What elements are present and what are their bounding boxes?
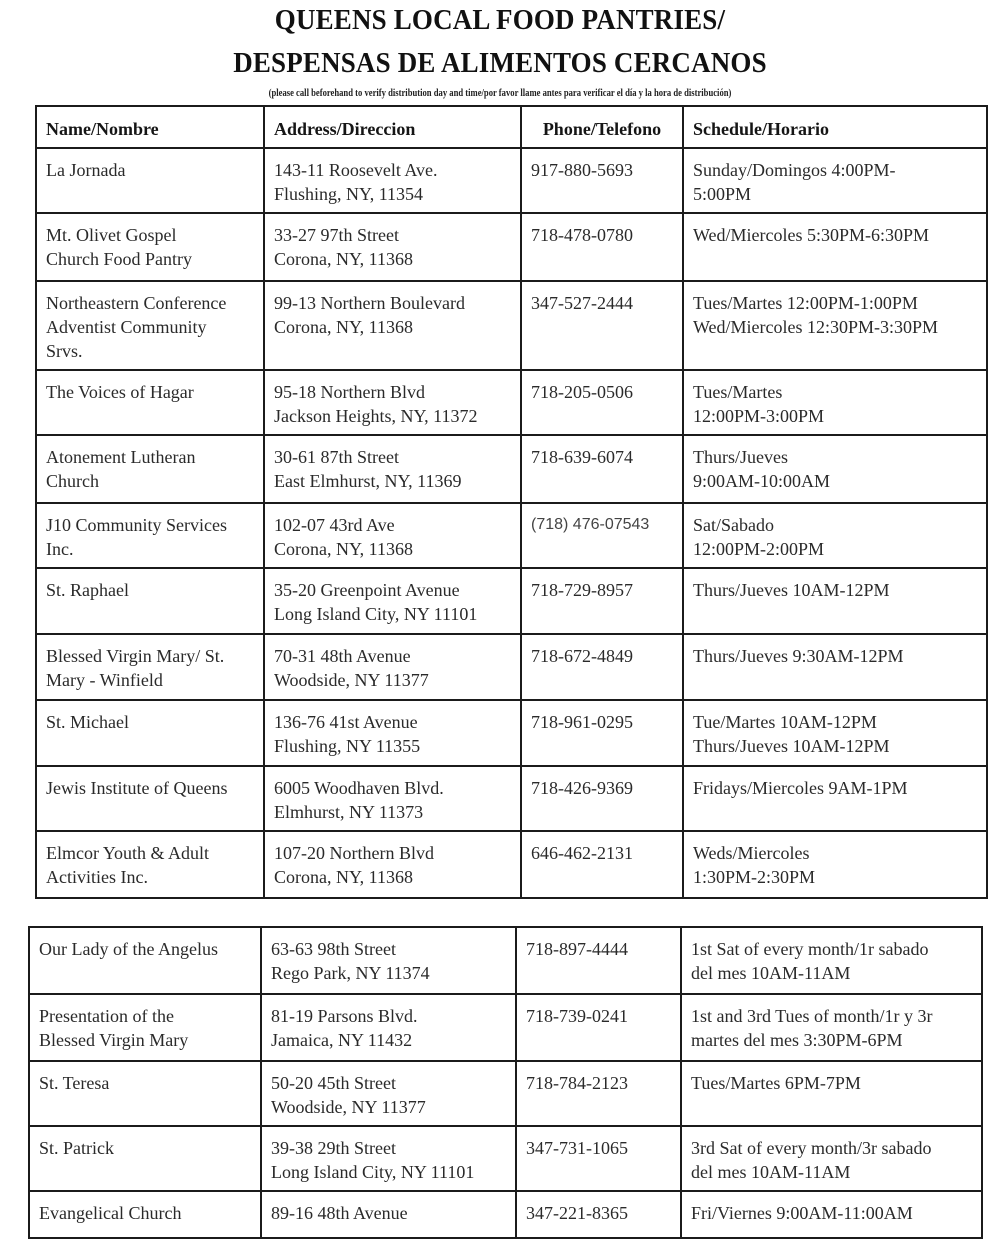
address-line: 30-61 87th Street xyxy=(274,447,399,467)
phone-cell xyxy=(516,1061,681,1126)
phone-cell xyxy=(516,994,681,1061)
table-row xyxy=(36,281,987,370)
address-line: Corona, NY, 11368 xyxy=(274,867,413,887)
phone-number: 718-426-9369 xyxy=(531,778,633,798)
schedule-cell xyxy=(681,1126,982,1191)
schedule-line: 12:00PM-2:00PM xyxy=(693,539,825,559)
table-row xyxy=(36,766,987,831)
phone-cell xyxy=(516,927,681,994)
address-line: 6005 Woodhaven Blvd. xyxy=(274,778,444,798)
address-cell xyxy=(261,1061,516,1126)
phone-cell xyxy=(516,1126,681,1191)
address-line: 81-19 Parsons Blvd. xyxy=(271,1006,418,1026)
pantry-name-cell xyxy=(36,213,264,281)
phone-number: 718-639-6074 xyxy=(531,447,633,467)
address-line: Corona, NY, 11368 xyxy=(274,539,413,559)
name-line: Srvs. xyxy=(46,341,83,361)
address-line: 70-31 48th Avenue xyxy=(274,646,411,666)
name-line: Activities Inc. xyxy=(46,867,148,887)
schedule-line: martes del mes 3:30PM-6PM xyxy=(691,1030,903,1050)
schedule-line: Wed/Miercoles 5:30PM-6:30PM xyxy=(693,225,930,245)
address-cell xyxy=(264,281,521,370)
address-line: Long Island City, NY 11101 xyxy=(271,1162,475,1182)
table-row xyxy=(29,1061,982,1126)
name-line: Blessed Virgin Mary/ St. xyxy=(46,646,225,666)
address-line: Long Island City, NY 11101 xyxy=(274,604,478,624)
address-line: Flushing, NY, 11354 xyxy=(274,184,424,204)
schedule-line: 12:00PM-3:00PM xyxy=(693,406,825,426)
schedule-line: Wed/Miercoles 12:30PM-3:30PM xyxy=(693,317,939,337)
address-line: 35-20 Greenpoint Avenue xyxy=(274,580,460,600)
address-cell xyxy=(264,831,521,898)
address-line: Woodside, NY 11377 xyxy=(274,670,429,690)
schedule-line: Tues/Martes xyxy=(693,382,783,402)
schedule-line: Tues/Martes 12:00PM-1:00PM xyxy=(693,293,918,313)
schedule-cell xyxy=(683,281,987,370)
pantry-name-cell xyxy=(36,568,264,634)
table-row xyxy=(36,831,987,898)
schedule-line: 1:30PM-2:30PM xyxy=(693,867,816,887)
phone-cell xyxy=(521,700,683,766)
pantry-name-cell xyxy=(36,503,264,568)
schedule-line: Sunday/Domingos 4:00PM- xyxy=(693,160,896,180)
phone-number: 347-731-1065 xyxy=(526,1138,628,1158)
header-name: Name/Nombre xyxy=(36,106,264,148)
table-row xyxy=(36,700,987,766)
phone-number: 347-527-2444 xyxy=(531,293,633,313)
phone-cell xyxy=(521,281,683,370)
schedule-line: Tues/Martes 6PM-7PM xyxy=(691,1073,861,1093)
address-line: 102-07 43rd Ave xyxy=(274,515,395,535)
schedule-line: Sat/Sabado xyxy=(693,515,774,535)
phone-cell xyxy=(521,435,683,503)
schedule-cell xyxy=(683,700,987,766)
address-line: 63-63 98th Street xyxy=(271,939,396,959)
phone-cell xyxy=(516,1191,681,1238)
phone-number: 646-462-2131 xyxy=(531,843,633,863)
schedule-line: del mes 10AM-11AM xyxy=(691,1162,851,1182)
phone-number: 718-205-0506 xyxy=(531,382,633,402)
phone-number: 718-739-0241 xyxy=(526,1006,628,1026)
schedule-line: Fridays/Miercoles 9AM-1PM xyxy=(693,778,908,798)
pantry-name-cell xyxy=(36,766,264,831)
table-row xyxy=(36,213,987,281)
address-line: Woodside, NY 11377 xyxy=(271,1097,426,1117)
address-cell xyxy=(264,568,521,634)
phone-number: 347-221-8365 xyxy=(526,1203,628,1223)
schedule-line: Thurs/Jueves xyxy=(693,447,788,467)
address-line: Jamaica, NY 11432 xyxy=(271,1030,413,1050)
name-line: The Voices of Hagar xyxy=(46,382,194,402)
header-schedule: Schedule/Horario xyxy=(683,106,987,148)
pantries-table-secondary xyxy=(28,926,983,1239)
schedule-cell xyxy=(683,568,987,634)
schedule-line: 1st Sat of every month/1r sabado xyxy=(691,939,929,959)
table-row xyxy=(36,148,987,213)
schedule-line: Fri/Viernes 9:00AM-11:00AM xyxy=(691,1203,913,1223)
schedule-line: Tue/Martes 10AM-12PM xyxy=(693,712,877,732)
phone-cell xyxy=(521,370,683,435)
name-line: Our Lady of the Angelus xyxy=(39,939,218,959)
phone-cell xyxy=(521,213,683,281)
phone-cell xyxy=(521,503,683,568)
schedule-line: Weds/Miercoles xyxy=(693,843,810,863)
schedule-cell xyxy=(683,503,987,568)
name-line: Evangelical Church xyxy=(39,1203,182,1223)
pantry-name-cell xyxy=(36,370,264,435)
address-cell xyxy=(264,700,521,766)
address-line: 95-18 Northern Blvd xyxy=(274,382,425,402)
phone-number: 718-729-8957 xyxy=(531,580,633,600)
phone-cell xyxy=(521,634,683,700)
table-row xyxy=(36,503,987,568)
address-line: Corona, NY, 11368 xyxy=(274,249,413,269)
phone-cell xyxy=(521,831,683,898)
schedule-cell xyxy=(683,148,987,213)
name-line: Northeastern Conference xyxy=(46,293,227,313)
schedule-cell xyxy=(683,766,987,831)
name-line: St. Patrick xyxy=(39,1138,114,1158)
schedule-cell xyxy=(683,831,987,898)
schedule-cell xyxy=(683,435,987,503)
document-title-line-2: DESPENSAS DE ALIMENTOS CERCANOS xyxy=(233,47,767,79)
schedule-cell xyxy=(681,1061,982,1126)
phone-number: 718-672-4849 xyxy=(531,646,633,666)
phone-number: 718-897-4444 xyxy=(526,939,628,959)
name-line: Blessed Virgin Mary xyxy=(39,1030,189,1050)
address-cell xyxy=(264,634,521,700)
address-line: 89-16 48th Avenue xyxy=(271,1203,408,1223)
address-line: Jackson Heights, NY, 11372 xyxy=(274,406,478,426)
schedule-cell xyxy=(681,994,982,1061)
table-row xyxy=(29,1126,982,1191)
schedule-line: Thurs/Jueves 9:30AM-12PM xyxy=(693,646,904,666)
address-cell xyxy=(264,503,521,568)
address-cell xyxy=(264,435,521,503)
address-line: 143-11 Roosevelt Ave. xyxy=(274,160,438,180)
call-ahead-note: (please call beforehand to verify distribution day and time/por favor llame antes para verificar el día y la hora de distribución) xyxy=(268,88,732,99)
address-cell xyxy=(261,994,516,1061)
schedule-cell xyxy=(683,634,987,700)
name-line: La Jornada xyxy=(46,160,126,180)
address-cell xyxy=(264,148,521,213)
name-line: St. Michael xyxy=(46,712,129,732)
pantry-name-cell xyxy=(36,148,264,213)
header-address: Address/Direccion xyxy=(264,106,521,148)
table-row xyxy=(29,994,982,1061)
schedule-line: 3rd Sat of every month/3r sabado xyxy=(691,1138,932,1158)
address-line: Rego Park, NY 11374 xyxy=(271,963,430,983)
pantry-name-cell xyxy=(29,1061,261,1126)
pantry-name-cell xyxy=(36,435,264,503)
pantry-name-cell xyxy=(36,634,264,700)
address-line: East Elmhurst, NY, 11369 xyxy=(274,471,462,491)
schedule-cell xyxy=(681,927,982,994)
name-line: Elmcor Youth & Adult xyxy=(46,843,210,863)
phone-number: 718-784-2123 xyxy=(526,1073,628,1093)
schedule-cell xyxy=(683,213,987,281)
schedule-cell xyxy=(683,370,987,435)
table-row xyxy=(36,634,987,700)
pantry-name-cell xyxy=(29,1126,261,1191)
table-row xyxy=(29,1191,982,1238)
address-line: Flushing, NY 11355 xyxy=(274,736,421,756)
name-line: Adventist Community xyxy=(46,317,207,337)
schedule-line: 9:00AM-10:00AM xyxy=(693,471,831,491)
phone-cell xyxy=(521,148,683,213)
address-line: 50-20 45th Street xyxy=(271,1073,396,1093)
address-line: Corona, NY, 11368 xyxy=(274,317,413,337)
address-cell xyxy=(264,766,521,831)
name-line: J10 Community Services xyxy=(46,515,227,535)
phone-number: 718-961-0295 xyxy=(531,712,633,732)
phone-number: 917-880-5693 xyxy=(531,160,633,180)
schedule-line: 1st and 3rd Tues of month/1r y 3r xyxy=(691,1006,933,1026)
name-line: Church xyxy=(46,471,99,491)
name-line: Mt. Olivet Gospel xyxy=(46,225,177,245)
name-line: Presentation of the xyxy=(39,1006,174,1026)
name-line: Mary - Winfield xyxy=(46,670,163,690)
pantry-name-cell xyxy=(36,281,264,370)
address-cell xyxy=(261,1126,516,1191)
phone-cell xyxy=(521,568,683,634)
name-line: Jewis Institute of Queens xyxy=(46,778,228,798)
address-line: 136-76 41st Avenue xyxy=(274,712,418,732)
schedule-line: Thurs/Jueves 10AM-12PM xyxy=(693,736,890,756)
schedule-line: Thurs/Jueves 10AM-12PM xyxy=(693,580,890,600)
name-line: St. Raphael xyxy=(46,580,129,600)
header-phone: Phone/Telefono xyxy=(521,106,683,148)
pantry-name-cell xyxy=(29,927,261,994)
pantry-name-cell xyxy=(29,1191,261,1238)
phone-cell xyxy=(521,766,683,831)
address-cell xyxy=(264,370,521,435)
address-line: Elmhurst, NY 11373 xyxy=(274,802,424,822)
address-cell xyxy=(264,213,521,281)
pantry-name-cell xyxy=(36,831,264,898)
table-row xyxy=(36,568,987,634)
pantry-name-cell xyxy=(36,700,264,766)
address-line: 107-20 Northern Blvd xyxy=(274,843,434,863)
address-line: 39-38 29th Street xyxy=(271,1138,396,1158)
phone-number: (718) 476-07543 xyxy=(531,516,650,533)
table-row xyxy=(36,370,987,435)
schedule-line: 5:00PM xyxy=(693,184,752,204)
name-line: Inc. xyxy=(46,539,74,559)
address-cell xyxy=(261,927,516,994)
phone-number: 718-478-0780 xyxy=(531,225,633,245)
pantry-name-cell xyxy=(29,994,261,1061)
table-header-row xyxy=(36,106,987,148)
name-line: Church Food Pantry xyxy=(46,249,192,269)
schedule-cell xyxy=(681,1191,982,1238)
address-cell xyxy=(261,1191,516,1238)
name-line: St. Teresa xyxy=(39,1073,110,1093)
table-row xyxy=(29,927,982,994)
schedule-line: del mes 10AM-11AM xyxy=(691,963,851,983)
document-title-line-1: QUEENS LOCAL FOOD PANTRIES/ xyxy=(274,4,726,36)
table-row xyxy=(36,435,987,503)
pantries-table-main xyxy=(35,105,988,899)
address-line: 33-27 97th Street xyxy=(274,225,399,245)
address-line: 99-13 Northern Boulevard xyxy=(274,293,465,313)
name-line: Atonement Lutheran xyxy=(46,447,196,467)
